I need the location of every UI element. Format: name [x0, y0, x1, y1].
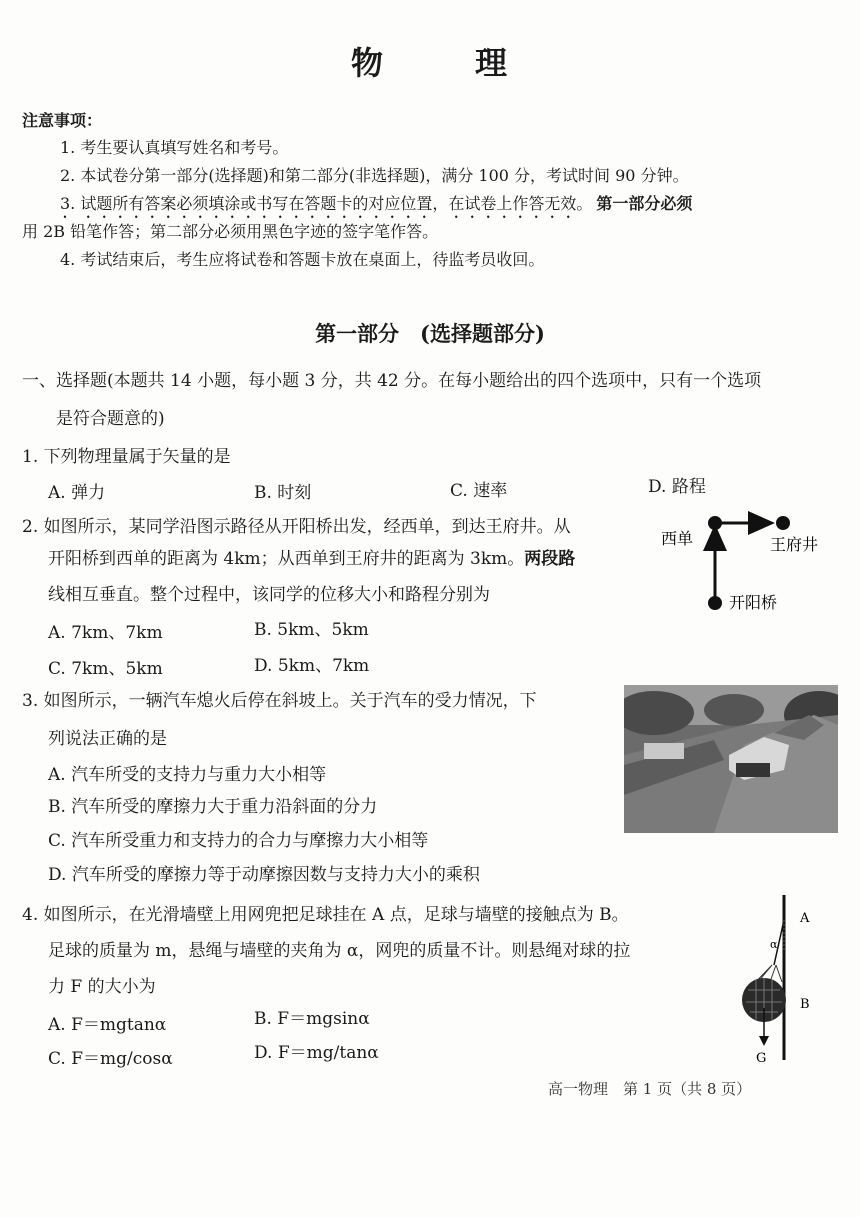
q2-option-b: B. 5km、5km [254, 620, 369, 640]
notice-item-4: 4. 考试结束后，考生应将试卷和答题卡放在桌面上，待监考员收回。 [60, 250, 545, 269]
q2-line-2-bold: 两段路 [524, 549, 576, 569]
alpha-label: α [770, 938, 778, 951]
wangfujing-label: 王府井 [770, 535, 819, 554]
q4-option-d: D. F＝mg/tanα [254, 1043, 379, 1063]
q2-line-3: 线相互垂直。整个过程中，该同学的位移大小和路程分别为 [48, 585, 490, 605]
q4-line-3: 力 F 的大小为 [48, 977, 156, 997]
q4-line-1: 4. 如图所示，在光滑墙壁上用网兜把足球挂在 A 点，足球与墙壁的接触点为 B。 [22, 905, 629, 925]
point-b-label: B [800, 997, 810, 1012]
q2-route-diagram [650, 505, 850, 620]
title-char-2: 理 [475, 44, 510, 82]
q2-option-a: A. 7km、7km [48, 623, 163, 643]
q3-line-1: 3. 如图所示，一辆汽车熄火后停在斜坡上。关于汽车的受力情况，下 [22, 691, 537, 711]
q4-option-a: A. F＝mgtanα [48, 1015, 167, 1035]
q2-option-c: C. 7km、5km [48, 659, 163, 679]
q4-football-diagram [728, 890, 828, 1070]
q3-option-d: D. 汽车所受的摩擦力等于动摩擦因数与支持力大小的乘积 [48, 865, 480, 885]
q2-line-1: 2. 如图所示，某同学沿图示路径从开阳桥出发，经西单，到达王府井。从 [22, 517, 571, 537]
notice-item-3-emphasis: 3. 试题所有答案必须填涂或书写在答题卡的对应位置，在试卷上作答无效。 [60, 194, 593, 213]
kaiyangqiao-point [708, 596, 722, 610]
q3-option-c: C. 汽车所受重力和支持力的合力与摩擦力大小相等 [48, 831, 429, 851]
q4-line-2: 足球的质量为 m，悬绳与墙壁的夹角为 α，网兜的质量不计。则悬绳对球的拉 [48, 941, 631, 961]
notice-item-3 [60, 194, 692, 222]
xidan-label: 西单 [661, 529, 694, 548]
notice-item-3-rest: 第一部分必须 [596, 194, 693, 213]
q3-line-2: 列说法正确的是 [48, 729, 167, 749]
q2-line-2 [48, 548, 575, 570]
instructions-line-1: 一、选择题(本题共 14 小题，每小题 3 分，共 42 分。在每小题给出的四个选项中，只有一个选项 [22, 371, 762, 391]
notice-item-1: 1. 考生要认真填写姓名和考号。 [60, 138, 289, 157]
q1-option-b: B. 时刻 [254, 483, 312, 503]
q2-line-2-text: 开阳桥到西单的距离为 4km；从西单到王府井的距离为 3km。 [48, 549, 525, 569]
notice-heading: 注意事项： [22, 111, 103, 130]
q1-option-c: C. 速率 [450, 481, 508, 501]
q1-option-d: D. 路程 [648, 477, 706, 497]
kaiyangqiao-label: 开阳桥 [729, 593, 778, 612]
notice-item-3-line-2: 用 2B 铅笔作答；第二部分必须用黑色字迹的签字笔作答。 [22, 222, 439, 241]
q1-stem: 1. 下列物理量属于矢量的是 [22, 447, 231, 467]
q3-option-b: B. 汽车所受的摩擦力大于重力沿斜面的分力 [48, 797, 378, 817]
point-a-label: A [800, 911, 810, 926]
wangfujing-point [776, 516, 790, 530]
car-on-slope-photo [624, 685, 838, 833]
q1-option-a: A. 弹力 [48, 483, 106, 503]
xidan-point [708, 516, 722, 530]
page-footer: 高一物理 第 1 页（共 8 页） [548, 1080, 752, 1098]
gravity-label: G [756, 1051, 767, 1066]
page-title [0, 38, 860, 84]
car-photo-illustration [624, 685, 838, 833]
q3-option-a: A. 汽车所受的支持力与重力大小相等 [48, 765, 327, 785]
title-char-1: 物 [350, 44, 385, 82]
q4-option-b: B. F＝mgsinα [254, 1009, 370, 1029]
q4-option-c: C. F＝mg/cosα [48, 1049, 173, 1069]
notice-item-2: 2. 本试卷分第一部分(选择题)和第二部分(非选择题)，满分 100 分，考试时间 90 分钟。 [60, 166, 689, 185]
instructions-line-2: 是符合题意的) [56, 409, 165, 429]
section-title: 第一部分 (选择题部分) [315, 321, 545, 346]
q2-option-d: D. 5km、7km [254, 656, 370, 676]
